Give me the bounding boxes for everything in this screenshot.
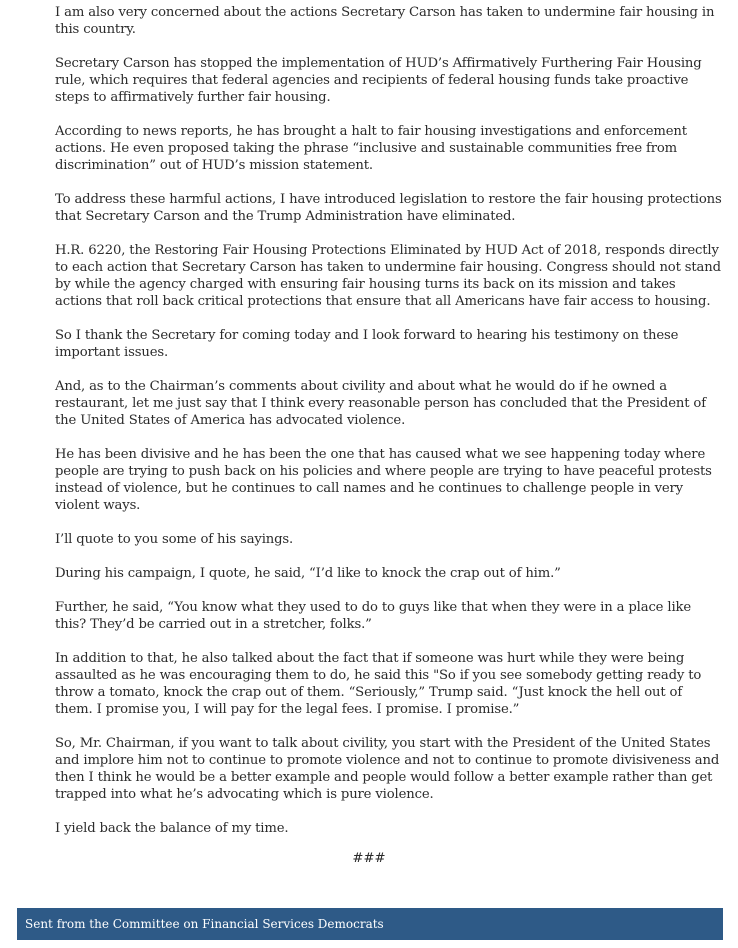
end-of-release-mark: ### [352,851,386,866]
paragraph-12: In addition to that, he also talked about the fact that if someone was hurt while they were being assaulted as he was encouraging them to do, he said this "So if you see somebody getting ready to throw a tomato, knock the crap out of them. “Seriously,” Trump said. “Just knock the hell out of them. I promise you, I will pay for the legal fees. I promise. I promise.” [55,651,702,717]
footer-sender-text: Sent from the Committee on Financial Services Democrats [25,917,384,931]
statement-body [55,4,723,854]
paragraph-14: I yield back the balance of my time. [55,821,289,836]
paragraph-2: Secretary Carson has stopped the implementation of HUD’s Affirmatively Furthering Fair Housing rule, which requires that federal agencies and recipients of federal housing funds take proactive steps to affirmatively further fair housing. [55,56,702,105]
paragraph-7: And, as to the Chairman’s comments about civility and about what he would do if he owned a restaurant, let me just say that I think every reasonable person has concluded that the President of the United States of America has advocated violence. [55,379,706,428]
paragraph-1: I am also very concerned about the actions Secretary Carson has taken to undermine fair housing in this country. [55,5,715,37]
footer-banner [17,908,723,940]
paragraph-13: So, Mr. Chairman, if you want to talk about civility, you start with the President of the United States and implore him not to continue to promote violence and not to continue to promote divisiveness and then I think he would be a better example and people would follow a better example rather than get trapped into what he’s advocating which is pure violence. [55,736,720,802]
paragraph-8: He has been divisive and he has been the one that has caused what we see happening today where people are trying to push back on his policies and where people are trying to have peaceful protests instead of violence, but he continues to call names and he continues to challenge people in very violent ways. [55,447,712,513]
paragraph-4: To address these harmful actions, I have introduced legislation to restore the fair housing protections that Secretary Carson and the Trump Administration have eliminated. [55,192,722,224]
paragraph-3: According to news reports, he has brought a halt to fair housing investigations and enforcement actions. He even proposed taking the phrase “inclusive and sustainable communities free from discrimination” out of HUD’s mission statement. [55,124,687,173]
paragraph-9: I’ll quote to you some of his sayings. [55,532,294,547]
paragraph-5: H.R. 6220, the Restoring Fair Housing Protections Eliminated by HUD Act of 2018, responds directly to each action that Secretary Carson has taken to undermine fair housing. Congress should not stand by while the agency charged with ensuring fair housing turns its back on its mission and takes actions that roll back critical protections that ensure that all Americans have fair access to housing. [55,243,721,309]
paragraph-11: Further, he said, “You know what they used to do to guys like that when they were in a place like this? They’d be carried out in a stretcher, folks.” [55,600,692,632]
paragraph-10: During his campaign, I quote, he said, “I’d like to knock the crap out of him.” [55,566,561,581]
paragraph-6: So I thank the Secretary for coming today and I look forward to hearing his testimony on these important issues. [55,328,679,360]
